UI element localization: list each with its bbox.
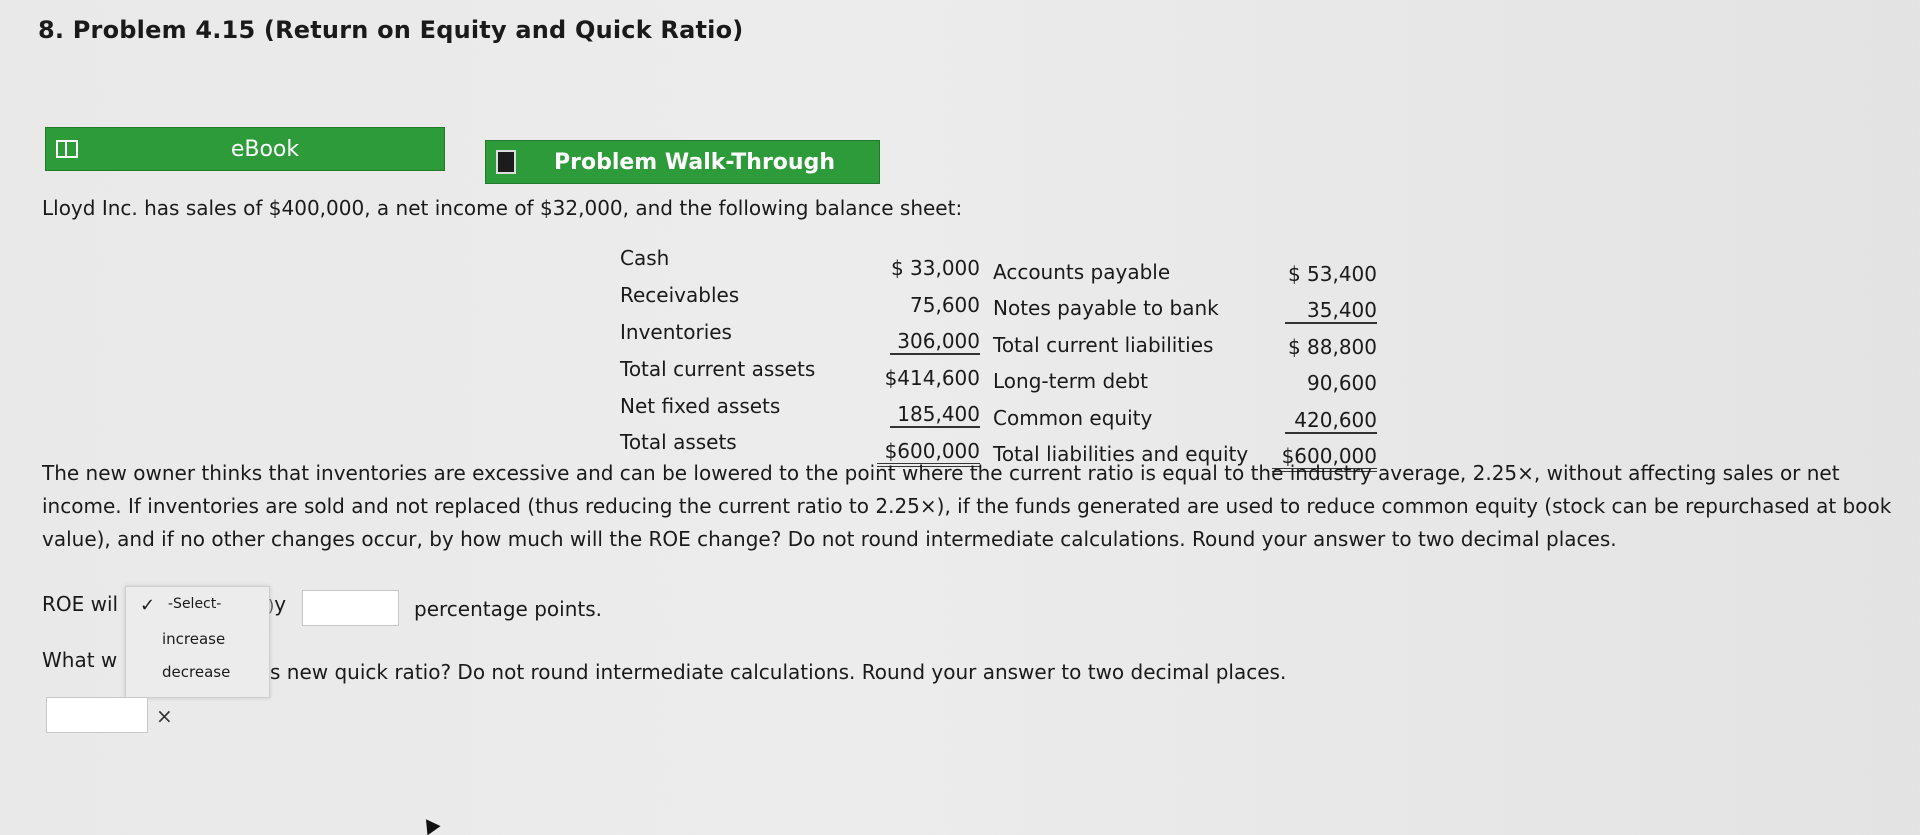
change-direction-select[interactable]: [125, 586, 270, 698]
asset-label: Net fixed assets: [620, 394, 781, 418]
check-icon: ✓: [140, 595, 156, 616]
select-option[interactable]: decrease: [162, 663, 231, 681]
roe-suffix: percentage points.: [414, 597, 602, 621]
asset-label: Receivables: [620, 283, 740, 307]
asset-value: $414,600: [884, 366, 980, 390]
liability-value: $ 88,800: [1287, 335, 1377, 359]
ebook-button[interactable]: [45, 127, 445, 171]
liability-label: Common equity: [993, 406, 1153, 430]
mouse-cursor-icon: [419, 815, 440, 835]
quick-text: s new quick ratio? Do not round intermediate calculations. Round your answer to two decimal places.: [270, 660, 1287, 684]
liability-value: 420,600: [1285, 408, 1377, 434]
question-text: The new owner thinks that inventories are excessive and can be lowered to the point where the current ratio is equal to the industry average, 2.25×, without affecting sales or net income. If inventories are sold and not replaced (thus reducing the current ratio to 2.25×), if the funds generated are used to reduce common equity (stock can be repurchased at book value), and if no other changes occur, by how much will the ROE change? Do not round intermediate calculations. Round your answer to two decimal places.: [42, 461, 1892, 551]
asset-label: Cash: [620, 246, 670, 270]
quick-ratio-input[interactable]: [46, 697, 148, 733]
asset-label: Total current assets: [620, 357, 816, 381]
asset-value: 185,400: [890, 402, 980, 428]
film-icon: [496, 150, 516, 174]
roe-question: [42, 592, 118, 616]
roe-prefix: ROE wil: [42, 592, 119, 616]
liability-label: Accounts payable: [993, 260, 1171, 284]
asset-label: Total assets: [620, 430, 737, 454]
liability-value: $ 53,400: [1287, 262, 1377, 286]
select-option[interactable]: -Select-: [168, 596, 222, 612]
asset-value: 75,600: [910, 293, 980, 317]
asset-label: Inventories: [620, 320, 732, 344]
incorrect-icon: ×: [156, 704, 173, 728]
ebook-label: eBook: [230, 136, 300, 162]
liability-label: Notes payable to bank: [993, 296, 1219, 320]
liability-value: $600,000: [1272, 444, 1377, 472]
quick-prefix: What w: [42, 648, 118, 672]
liability-label: Total liabilities and equity: [993, 442, 1249, 466]
walkthrough-label: Problem Walk-Through: [554, 149, 835, 175]
asset-value: $600,000: [877, 439, 980, 467]
liability-label: Total current liabilities: [993, 333, 1214, 357]
asset-value: 306,000: [890, 329, 980, 355]
asset-value: $ 33,000: [890, 256, 980, 280]
quick-ratio-question: [42, 648, 117, 672]
book-icon: [56, 140, 78, 158]
problem-title: 8. Problem 4.15 (Return on Equity and Quick Ratio): [38, 16, 744, 44]
liability-value: 90,600: [1307, 371, 1377, 395]
intro-text: Lloyd Inc. has sales of $400,000, a net income of $32,000, and the following balance sheet:: [42, 196, 963, 220]
liability-value: 35,400: [1285, 298, 1377, 324]
liability-label: Long-term debt: [993, 369, 1149, 393]
roe-by-fragment: )y: [268, 592, 287, 616]
roe-change-input[interactable]: [302, 590, 399, 626]
select-option[interactable]: increase: [162, 630, 226, 648]
walkthrough-button[interactable]: [485, 140, 880, 184]
